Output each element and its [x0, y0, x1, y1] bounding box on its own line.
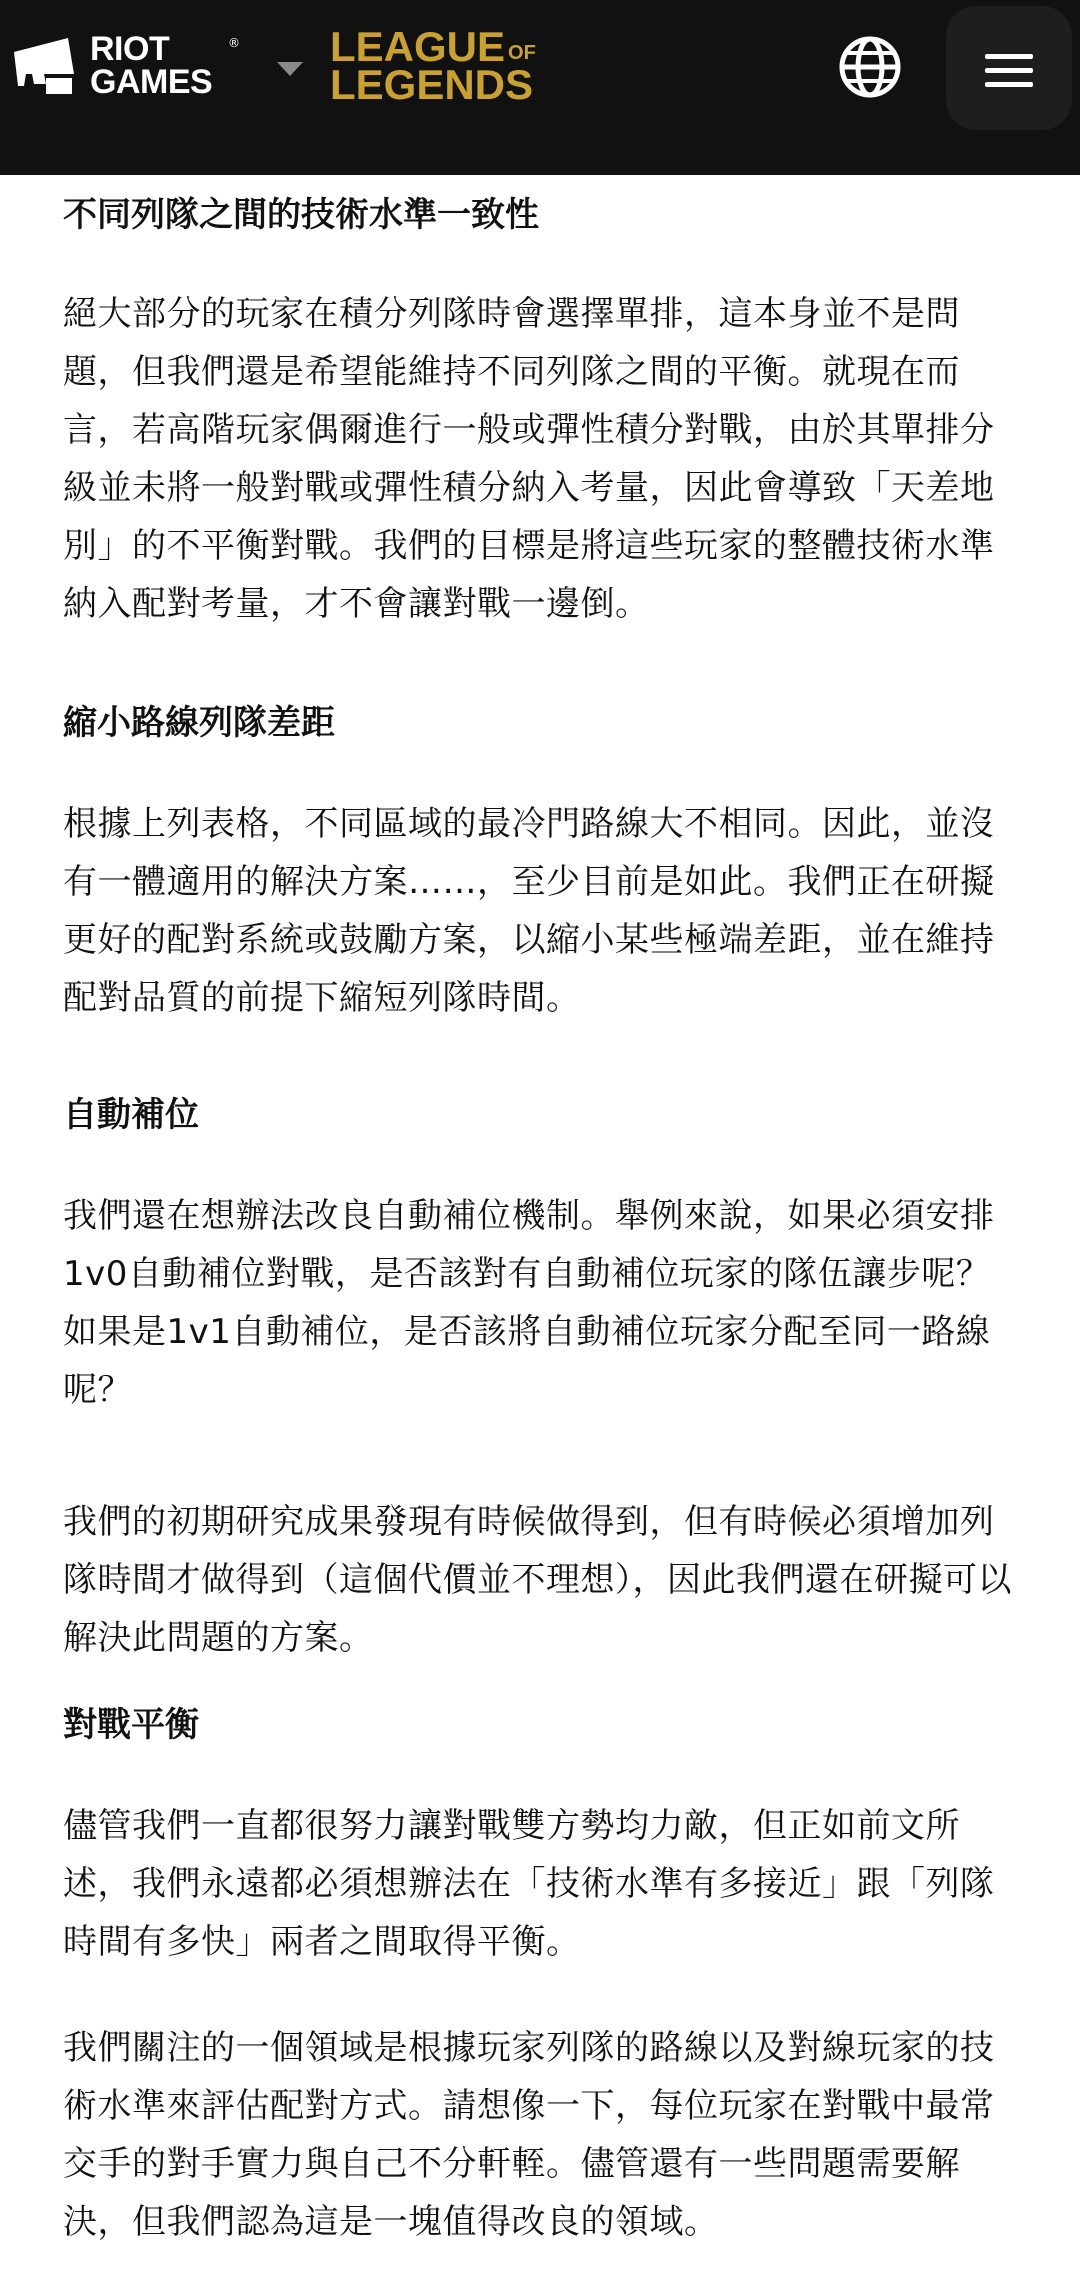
- chevron-down-icon[interactable]: [276, 60, 304, 78]
- globe-icon[interactable]: [838, 35, 902, 99]
- article-paragraph: 儘管我們一直都很努力讓對戰雙方勢均力敵，但正如前文所述，我們永遠都必須想辦法在「技術水準有多接近」跟「列隊時間有多快」兩者之間取得平衡。: [63, 1806, 995, 1962]
- article-paragraph: 根據上列表格，不同區域的最冷門路線大不相同。因此，並沒有一體適用的解決方案……，至少目前是如此。我們正在研擬更好的配對系統或鼓勵方案，以縮小某些極端差距，並在維持配對品質的前提下縮短列隊時間。: [63, 804, 995, 1018]
- hamburger-menu-button[interactable]: [946, 6, 1072, 130]
- section-heading: 縮小路線列隊差距: [63, 703, 335, 743]
- riot-games-wordmark: [90, 30, 213, 101]
- section-heading: 不同列隊之間的技術水準一致性: [63, 195, 539, 235]
- brand-line-2: GAMES: [90, 63, 213, 101]
- section-heading: 對戰平衡: [63, 1705, 199, 1745]
- riot-games-logo[interactable]: [10, 28, 212, 104]
- game-of: OF: [508, 42, 536, 64]
- article-paragraph: 絕大部分的玩家在積分列隊時會選擇單排，這本身並不是問題，但我們還是希望能維持不同列隊之間的平衡。就現在而言，若高階玩家偶爾進行一般或彈性積分對戰，由於其單排分級並未將一般對戰或彈性積分納入考量，因此會導致「天差地別」的不平衡對戰。我們的目標是將這些玩家的整體技術水準納入配對考量，才不會讓對戰一邊倒。: [63, 294, 995, 624]
- game-line-2: LEGENDS: [330, 61, 534, 108]
- article-paragraph: 我們關注的一個領域是根據玩家列隊的路線以及對線玩家的技術水準來評估配對方式。請想像一下，每位玩家在對戰中最常交手的對手實力與自己不分軒輊。儘管還有一些問題需要解決，但我們認為這是一塊值得改良的領域。: [63, 2028, 995, 2242]
- article-paragraph: 我們還在想辦法改良自動補位機制。舉例來說，如果必須安排1v0自動補位對戰，是否該對有自動補位玩家的隊伍讓步呢？如果是1v1自動補位，是否該將自動補位玩家分配至同一路線呢？: [63, 1196, 995, 1410]
- game-line-1: LEAGUE: [330, 23, 506, 70]
- top-navigation-bar: [0, 0, 1080, 175]
- league-of-legends-logo[interactable]: [330, 23, 536, 108]
- section-heading: 自動補位: [63, 1095, 199, 1135]
- brand-line-1: RIOT: [90, 30, 170, 68]
- riot-fist-icon: [10, 34, 84, 98]
- article-paragraph: 我們的初期研究成果發現有時候做得到，但有時候必須增加列隊時間才做得到（這個代價並不理想），因此我們還在研擬可以解決此問題的方案。: [63, 1502, 1012, 1658]
- registered-mark: ®: [228, 36, 240, 50]
